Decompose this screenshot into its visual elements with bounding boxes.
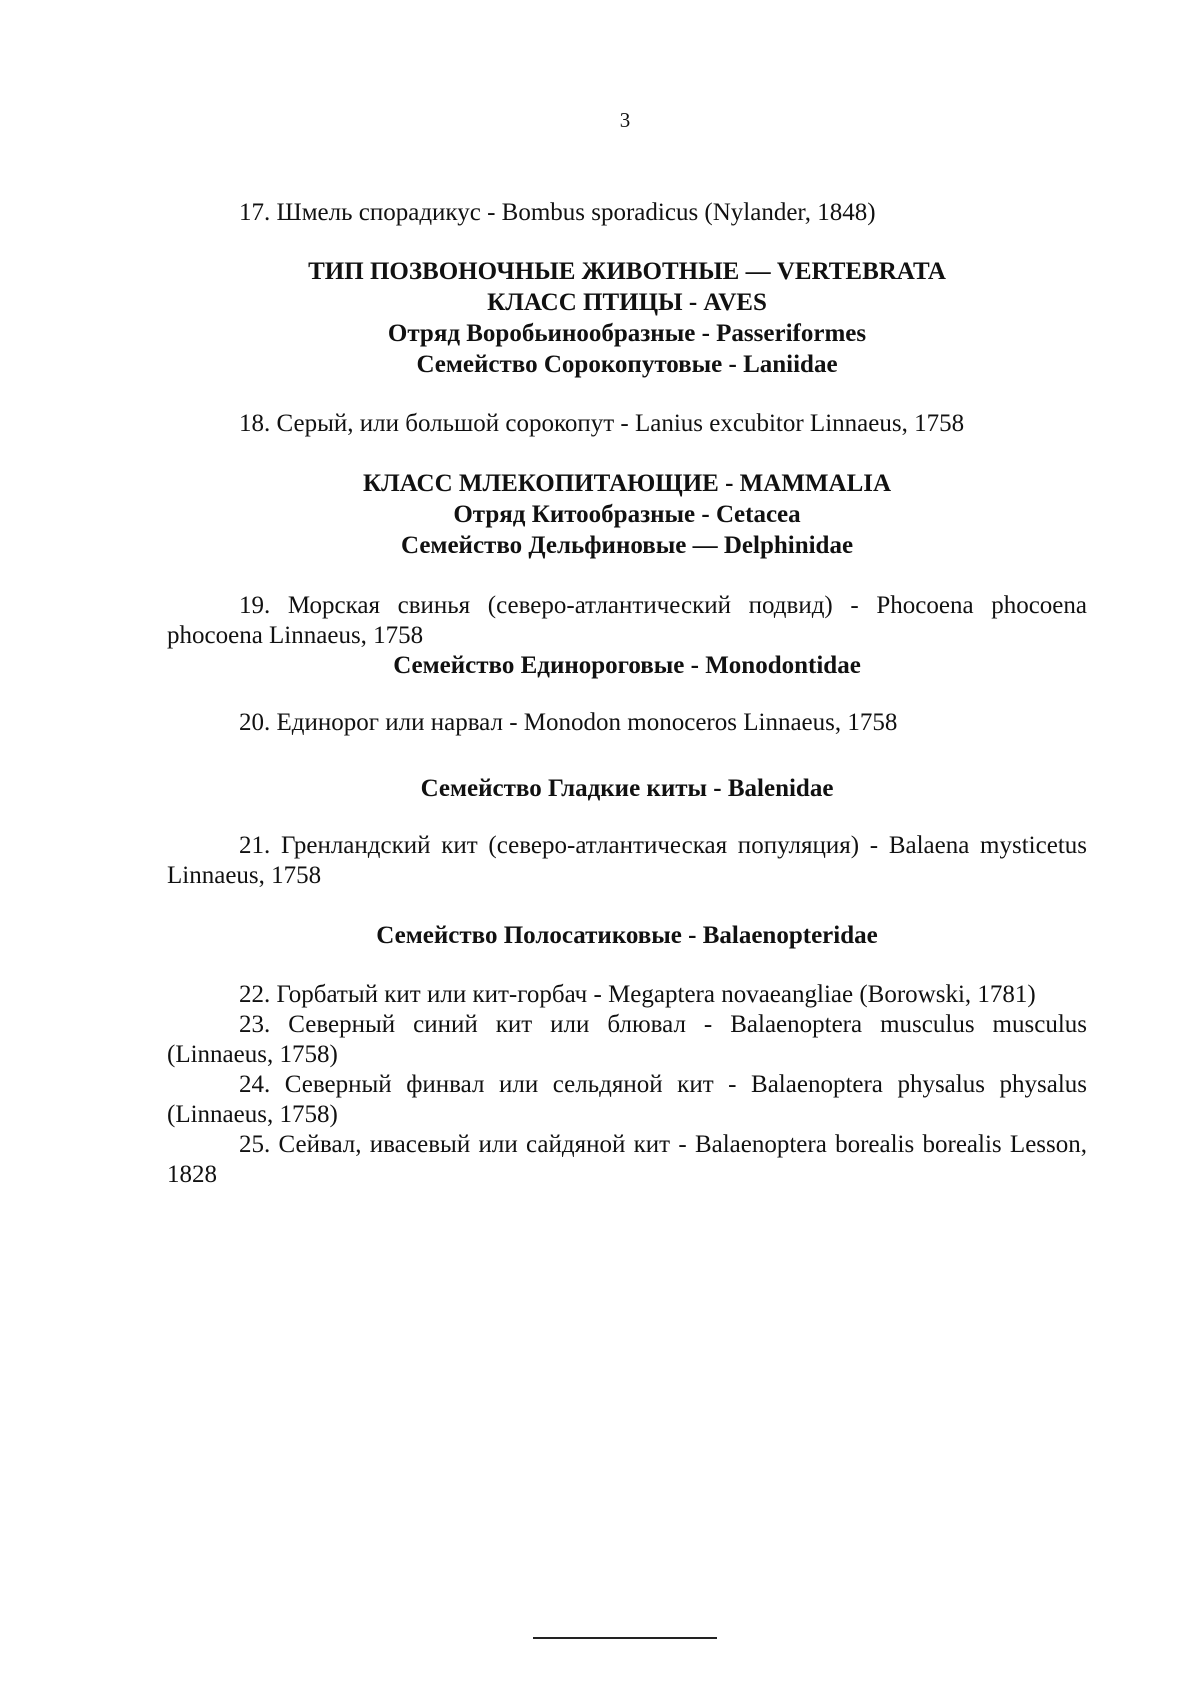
family-delphinidae-heading: Семейство Дельфиновые — Delphinidae [400,532,854,559]
entry-25: 25. Сейвал, ивасевый или сайдяной кит - Balaenoptera borealis borealis Lesson, 1828 [167,1131,1087,1188]
class-aves-heading: КЛАСС ПТИЦЫ - AVES [487,289,767,316]
family-laniidae-heading: Семейство Сорокопутовые - Laniidae [416,351,838,378]
family-balenidae-heading: Семейство Гладкие киты - Balenidae [420,775,834,802]
entry-19: 19. Морская свинья (северо-атлантический подвид) - Phocoena phocoena phocoena Linnaeus, 1758 [167,592,1087,649]
entry-18: 18. Серый, или большой сорокопут - Lanius excubitor Linnaeus, 1758 [239,410,965,437]
end-of-text-rule [533,1637,717,1639]
order-passeriformes-heading: Отряд Воробьинообразные - Passeriformes [387,320,867,347]
entry-22: 22. Горбатый кит или кит-горбач - Megaptera novaeangliae (Borowski, 1781) [239,981,1036,1008]
family-balaenopteridae-heading: Семейство Полосатиковые - Balaenopteridae [376,922,878,949]
family-monodontidae-heading: Семейство Единороговые - Monodontidae [393,652,861,679]
entry-21: 21. Гренландский кит (северо-атлантическая популяция) - Balaena mysticetus Linnaeus, 1758 [167,832,1087,889]
entries-list [167,980,1087,1190]
vertebrata-heading [167,256,1087,380]
type-heading: ТИП ПОЗВОНОЧНЫЕ ЖИВОТНЫЕ — VERTEBRATA [308,258,946,285]
entry-20: 20. Единорог или нарвал - Monodon monoceros Linnaeus, 1758 [239,709,898,736]
entry-17: 17. Шмель спорадикус - Bombus sporadicus (Nylander, 1848) [239,199,876,226]
page-number: 3 [619,108,631,132]
mammalia-heading [167,468,1087,561]
class-mammalia-heading: КЛАСС МЛЕКОПИТАЮЩИЕ - MAMMALIA [362,470,892,497]
order-cetacea-heading: Отряд Китообразные - Cetacea [453,501,801,528]
entry-23: 23. Северный синий кит или блювал - Balaenoptera musculus musculus (Linnaeus, 1758) [167,1011,1087,1068]
entry-24: 24. Северный финвал или сельдяной кит - Balaenoptera physalus physalus (Linnaeus, 1758) [167,1071,1087,1128]
